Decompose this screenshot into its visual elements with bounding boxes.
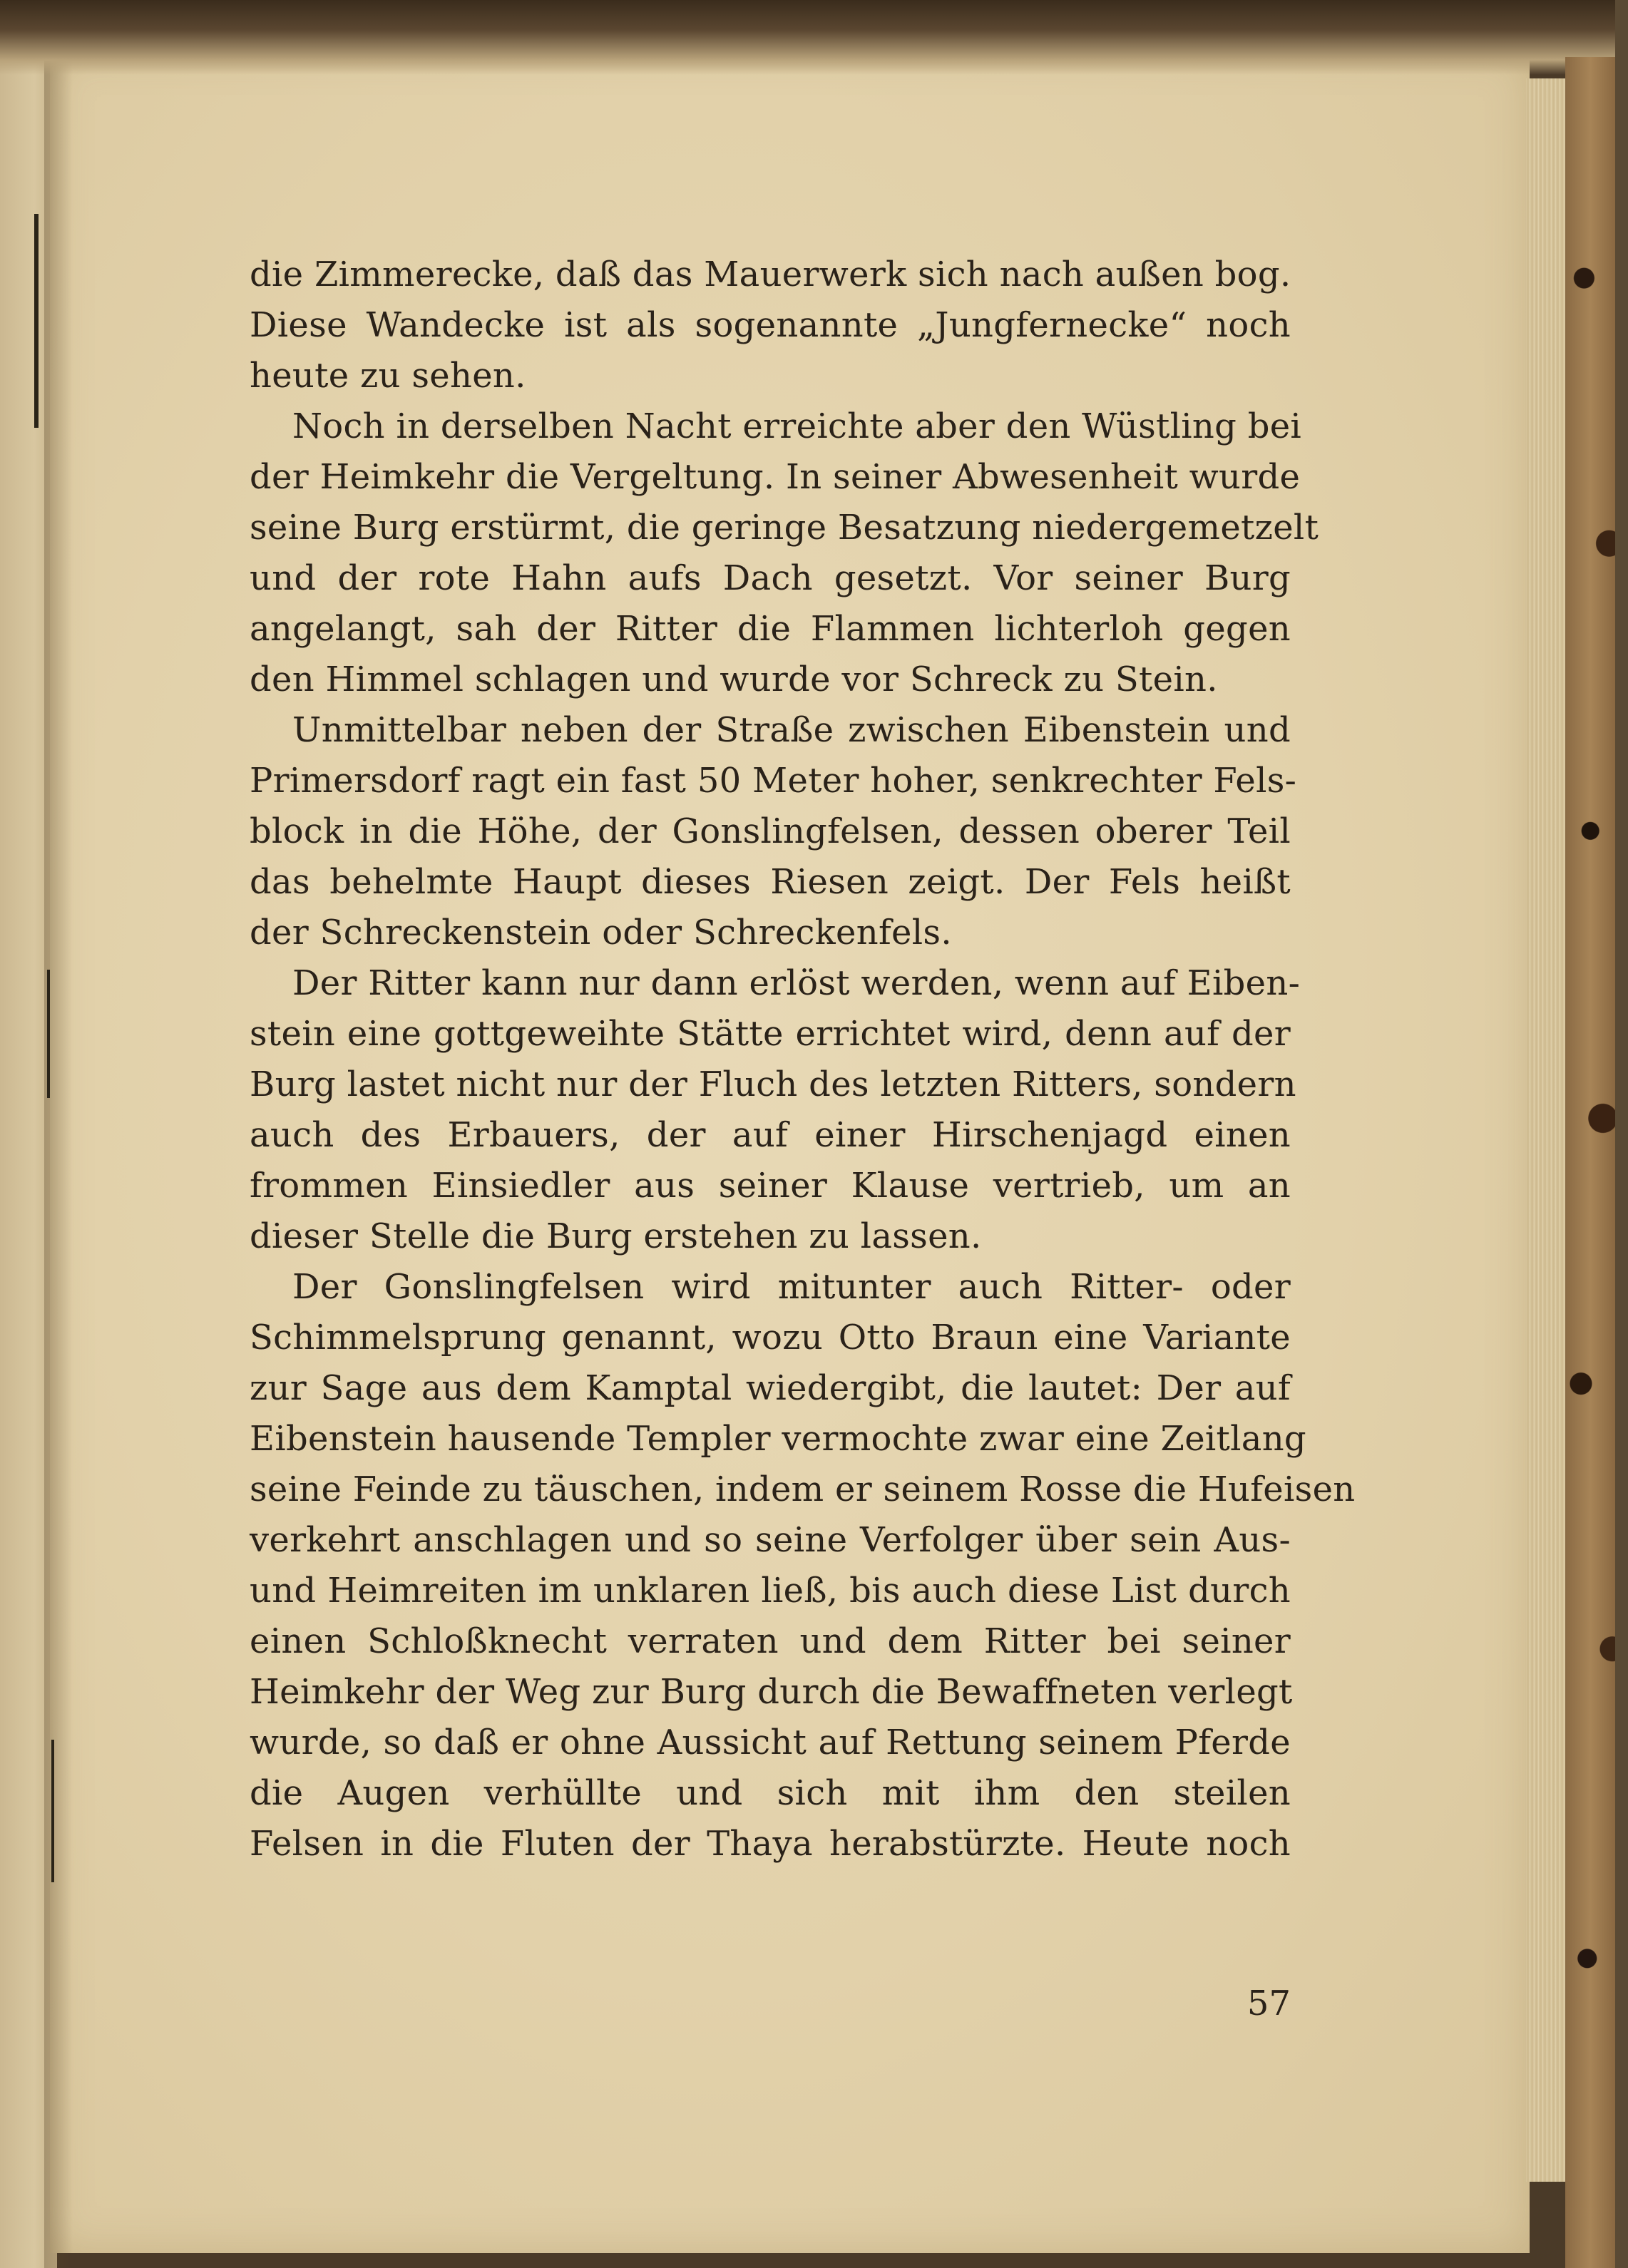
text-line: den Himmel schlagen und wurde vor Schreck zu Stein. [250,660,1218,699]
text-line: Eibenstein hausende Templer vermochte zwar eine Zeitlang [250,1419,1306,1459]
text-line: seine Burg erstürmt, die geringe Besatzung niedergemetzelt [250,508,1319,548]
text-line: frommen Einsiedler aus seiner Klause vertrieb, um an [250,1166,1291,1206]
text-line: block in die Höhe, der Gonslingfelsen, dessen oberer Teil [250,811,1291,851]
text-line: seine Feinde zu täuschen, indem er seinem Rosse die Hufeisen [250,1469,1356,1509]
text-line: die Augen verhüllte und sich mit ihm den steilen [250,1773,1291,1813]
text-line: Schimmelsprung genannt, wozu Otto Braun eine Variante [250,1318,1291,1358]
text-line: Primersdorf ragt ein fast 50 Meter hoher, senkrechter Fels- [250,761,1297,801]
text-line: und Heimreiten im unklaren ließ, bis auch diese List durch [250,1571,1291,1611]
text-line: wurde, so daß er ohne Aussicht auf Rettung seinem Pferde [250,1723,1291,1762]
text-line: dieser Stelle die Burg erstehen zu lassen. [250,1216,982,1256]
body-text [250,250,1356,1869]
gutter-mark [34,214,39,428]
text-line: Unmittelbar neben der Straße zwischen Eibenstein und [292,710,1291,750]
text-line: zur Sage aus dem Kamptal wiedergibt, die lautet: Der auf [250,1368,1291,1408]
gutter-shadow [44,0,73,2268]
page-number: 57 [1246,1984,1291,2023]
text-line: Der Ritter kann nur dann erlöst werden, wenn auf Eiben- [292,963,1301,1003]
gutter-mark [47,970,50,1098]
text-line: der Heimkehr die Vergeltung. In seiner Abwesenheit wurde [250,457,1301,497]
text-line: Heimkehr der Weg zur Burg durch die Bewaffneten verlegt [250,1672,1293,1712]
text-line: Felsen in die Fluten der Thaya herabstürzte. Heute noch [250,1824,1291,1864]
text-line: heute zu sehen. [250,356,526,396]
text-line: Burg lastet nicht nur der Fluch des letzten Ritters, sondern [250,1064,1296,1104]
page-stack-edge [1526,78,1569,2182]
text-line: einen Schloßknecht verraten und dem Ritter bei seiner [250,1621,1291,1661]
cover-spine [1615,0,1628,2268]
text-line: der Schreckenstein oder Schreckenfels. [250,913,952,953]
text-line: auch des Erbauers, der auf einer Hirschenjagd einen [250,1115,1291,1155]
text-line: verkehrt anschlagen und so seine Verfolger über sein Aus- [250,1520,1291,1560]
text-line: und der rote Hahn aufs Dach gesetzt. Vor seiner Burg [250,558,1291,598]
gutter-mark [51,1740,54,1882]
text-line: Noch in derselben Nacht erreichte aber den Wüstling bei [292,406,1302,446]
text-line: die Zimmerecke, daß das Mauerwerk sich nach außen bog. [250,255,1291,294]
text-line: angelangt, sah der Ritter die Flammen lichterloh gegen [250,609,1291,649]
text-line: stein eine gottgeweihte Stätte errichtet wird, denn auf der [250,1014,1291,1054]
text-line: Diese Wandecke ist als sogenannte „Jungfernecke“ noch [250,305,1291,345]
text-line: Der Gonslingfelsen wird mitunter auch Ritter- oder [292,1267,1291,1307]
top-page-edge [0,0,1628,75]
text-line: das behelmte Haupt dieses Riesen zeigt. Der Fels heißt [250,862,1291,902]
